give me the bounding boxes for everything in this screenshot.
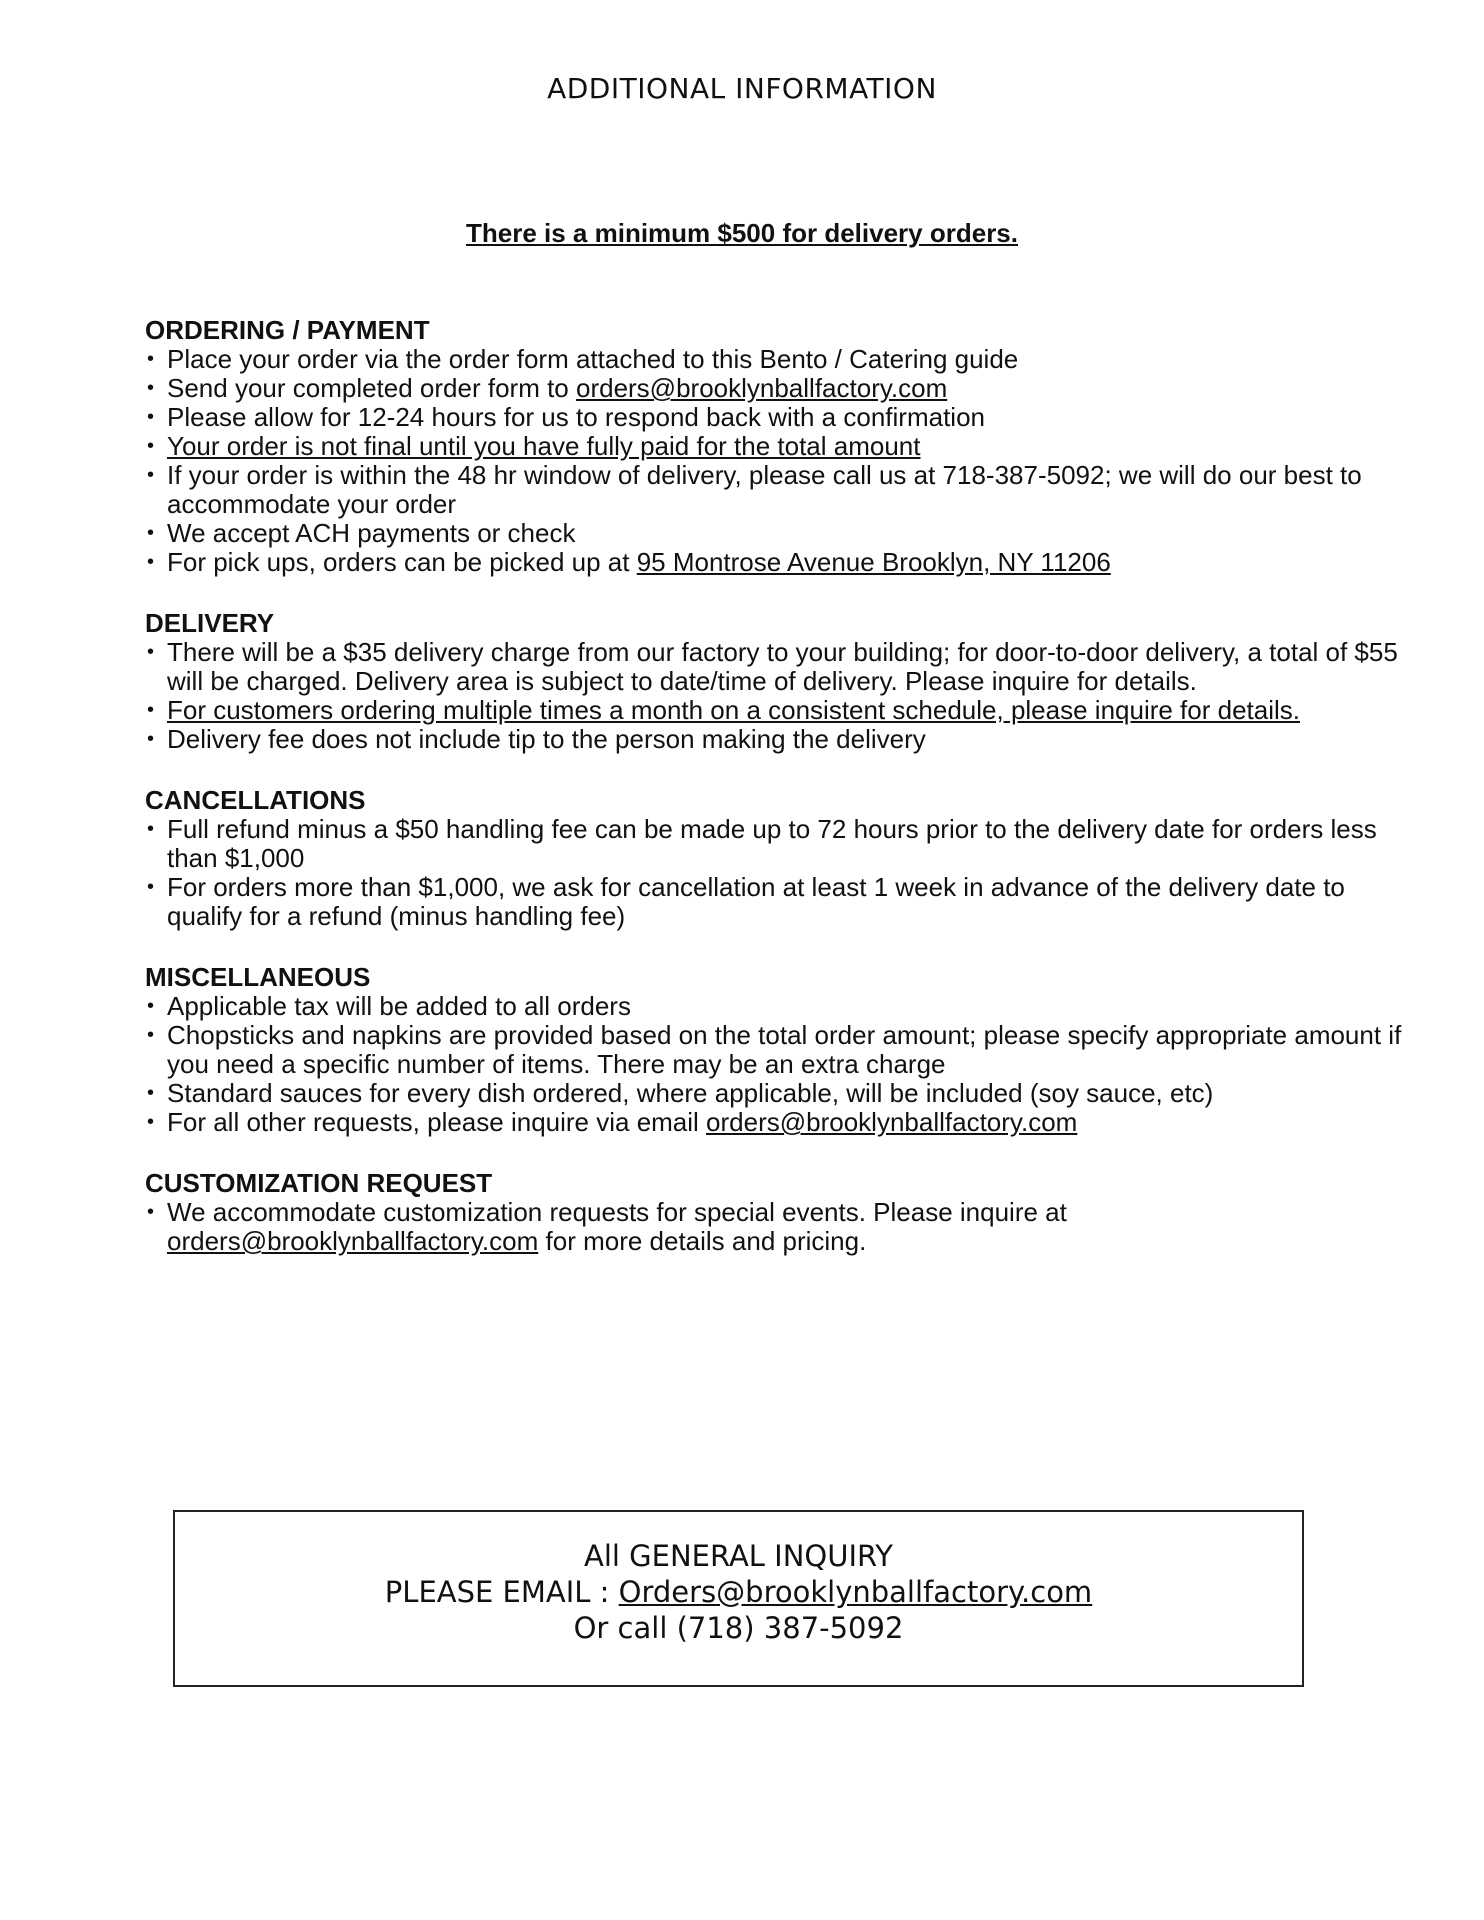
miscellaneous-section [145,963,1405,1137]
list-item: • We accept ACH payments or check [145,519,1405,548]
list-item: • Place your order via the order form attached to this Bento / Catering guide [145,345,1405,374]
orders-email-link[interactable]: orders@brooklynballfactory.com [575,373,948,403]
list-item: • Delivery fee does not include tip to the person making the delivery [145,725,1405,754]
list-item [145,432,1405,461]
cancellations-heading: CANCELLATIONS [145,785,366,815]
inquiry-phone-line: Or call (718) 387-5092 [573,1611,904,1645]
list-item-text: For all other requests, please inquire via email [167,1107,707,1137]
list-item [145,548,1405,577]
info-sections [145,316,1405,1288]
list-item-text: For pick ups, orders can be picked up at [167,547,637,577]
delivery-list [145,638,1405,754]
list-item-text: Send your completed order form to [167,373,576,403]
list-item: • There will be a $35 delivery charge from our factory to your building; for door-to-door delivery, a total of $55 will be charged. Delivery area is subject to date/time of delivery. Please inquire for details. [145,638,1405,696]
list-item: • Chopsticks and napkins are provided based on the total order amount; please specify appropriate amount if you need a specific number of items. There may be an extra charge [145,1021,1405,1079]
page-title: ADDITIONAL INFORMATION [547,72,937,105]
delivery-section [145,609,1405,754]
delivery-heading: DELIVERY [145,608,275,638]
cancellations-list [145,815,1405,931]
pickup-address-link[interactable]: 95 Montrose Avenue Brooklyn, NY 11206 [636,547,1111,577]
inquiry-email-label: PLEASE EMAIL : [384,1575,619,1609]
customization-heading: CUSTOMIZATION REQUEST [145,1168,493,1198]
list-item: • Full refund minus a $50 handling fee can be made up to 72 hours prior to the delivery date for orders less than $1,000 [145,815,1405,873]
orders-email-link[interactable]: orders@brooklynballfactory.com [706,1107,1078,1137]
list-item [145,1108,1405,1137]
miscellaneous-list [145,992,1405,1137]
list-item-text: We accommodate customization requests for special events. Please inquire at [167,1197,1067,1227]
ordering-heading: ORDERING / PAYMENT [145,315,430,345]
list-item: • If your order is within the 48 hr window of delivery, please call us at 718-387-5092; we will do our best to accommodate your order [145,461,1405,519]
list-item: • Applicable tax will be added to all orders [145,992,1405,1021]
inquiry-heading: All GENERAL INQUIRY [583,1539,894,1573]
miscellaneous-heading: MISCELLANEOUS [145,962,371,992]
inquiry-email-line [175,1574,1302,1610]
customization-section [145,1169,1405,1256]
inquiry-email-link[interactable]: Orders@brooklynballfactory.com [618,1575,1093,1609]
list-item: • Please allow for 12-24 hours for us to respond back with a confirmation [145,403,1405,432]
orders-email-link[interactable]: orders@brooklynballfactory.com [167,1226,539,1256]
list-item: • Standard sauces for every dish ordered, where applicable, will be included (soy sauce, etc) [145,1079,1405,1108]
list-item [145,696,1405,725]
list-item: • For orders more than $1,000, we ask for cancellation at least 1 week in advance of the delivery date to qualify for a refund (minus handling fee) [145,873,1405,931]
minimum-order-notice: There is a minimum $500 for delivery orders. [465,218,1018,248]
payment-final-note: Your order is not final until you have fully paid for the total amount [167,431,921,461]
general-inquiry-box [173,1510,1304,1687]
list-item [145,1198,1405,1256]
ordering-list [145,345,1405,577]
customization-list [145,1198,1405,1256]
list-item [145,374,1405,403]
cancellations-section [145,786,1405,931]
list-item-text: for more details and pricing. [538,1226,867,1256]
ordering-section [145,316,1405,577]
recurring-orders-note: For customers ordering multiple times a month on a consistent schedule, please inquire for details. [167,695,1301,725]
